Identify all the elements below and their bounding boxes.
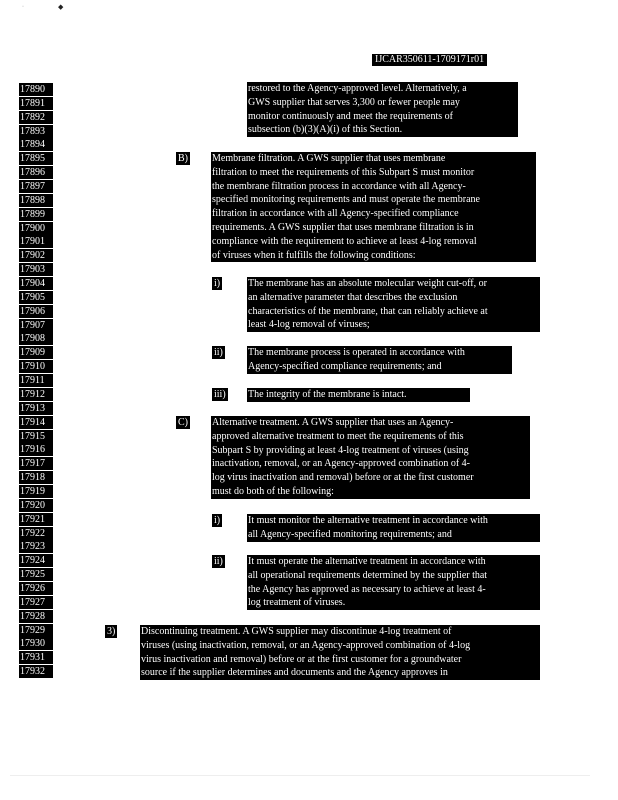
text-line: the Agency has approved as necessary to achieve at least 4- — [248, 583, 486, 595]
text-line: source if the supplier determines and documents and the Agency approves in — [141, 667, 448, 679]
block-B-iii — [247, 388, 470, 402]
line-number: 17895 — [19, 152, 53, 165]
text-line: of viruses when it fulfills the following conditions: — [212, 249, 416, 261]
text-line: specified monitoring requirements and must operate the membrane — [212, 194, 480, 206]
line-number: 17897 — [19, 180, 53, 193]
text-line: compliance with the requirement to achieve at least 4-log removal — [212, 235, 477, 247]
line-number: 17927 — [19, 596, 53, 609]
text-line: filtration to meet the requirements of this Subpart S must monitor — [212, 166, 475, 178]
text-line: requirements. A GWS supplier that uses membrane filtration is in — [212, 221, 474, 233]
line-number: 17912 — [19, 388, 53, 401]
line-number: 17922 — [19, 527, 53, 540]
text-line: an alternative parameter that describes the exclusion — [248, 291, 458, 303]
line-number: 17894 — [19, 138, 53, 151]
line-number: 17908 — [19, 332, 53, 345]
text-line: the membrane filtration process in accordance with all Agency- — [212, 180, 466, 192]
block-B-membrane-filtration — [211, 152, 536, 262]
line-number: 17890 — [19, 83, 53, 96]
text-line: all operational requirements determined by the supplier that — [248, 569, 488, 581]
line-number: 17892 — [19, 111, 53, 124]
text-line: approved alternative treatment to meet the requirements of this — [212, 430, 464, 442]
line-number: 17904 — [19, 277, 53, 290]
block-C-alternative-treatment — [211, 416, 530, 499]
text-line: The integrity of the membrane is intact. — [248, 389, 407, 400]
marker-3: 3) — [107, 626, 116, 637]
text-line: Subpart S by providing at least 4-log treatment of viruses (using — [212, 444, 469, 456]
text-line: Discontinuing treatment. A GWS supplier may discontinue 4-log treatment of — [141, 626, 452, 637]
text-line: It must operate the alternative treatment in accordance with — [248, 556, 486, 567]
line-number: 17903 — [19, 263, 53, 276]
text-line: filtration in accordance with all Agency-specified compliance — [212, 208, 459, 220]
block-B-ii — [247, 346, 512, 374]
line-number: 17905 — [19, 291, 53, 304]
text-line: GWS supplier that serves 3,300 or fewer people may — [248, 96, 460, 108]
text-line: It must monitor the alternative treatment in accordance with — [248, 515, 488, 526]
line-number: 17902 — [19, 249, 53, 262]
line-number: 17909 — [19, 346, 53, 359]
line-number: 17899 — [19, 208, 53, 221]
marker-B-ii: ii) — [214, 347, 223, 358]
block-C-ii — [247, 555, 540, 610]
block-intro — [247, 82, 518, 137]
line-number: 17931 — [19, 651, 53, 664]
text-line: virus inactivation and removal) before or at the first customer for a groundwater — [141, 653, 462, 665]
line-number: 17913 — [19, 402, 53, 415]
text-line: all Agency-specified monitoring requirements; and — [248, 528, 452, 540]
line-number: 17920 — [19, 499, 53, 512]
line-number: 17925 — [19, 568, 53, 581]
text-line: log virus inactivation and removal) before or at the first customer — [212, 472, 474, 484]
text-line: characteristics of the membrane, that can reliably achieve at — [248, 305, 488, 317]
text-line: Alternative treatment. A GWS supplier that uses an Agency- — [212, 417, 454, 428]
line-number: 17930 — [19, 637, 53, 650]
line-number: 17906 — [19, 305, 53, 318]
text-line: subsection (b)(3)(A)(i) of this Section. — [248, 124, 403, 136]
line-number: 17898 — [19, 194, 53, 207]
marker-B: B) — [178, 153, 188, 164]
marker-C-i: i) — [214, 515, 221, 526]
page-bottom-rule — [10, 775, 590, 776]
marker-C-ii: ii) — [214, 556, 223, 567]
line-number: 17928 — [19, 610, 53, 623]
line-number: 17932 — [19, 665, 53, 678]
line-number: 17910 — [19, 360, 53, 373]
block-3-discontinuing-treatment — [140, 625, 540, 680]
line-number: 17915 — [19, 430, 53, 443]
text-line: monitor continuously and meet the requirements of — [248, 110, 453, 122]
line-number: 17916 — [19, 443, 53, 456]
text-line: must do both of the following: — [212, 485, 334, 497]
block-C-i — [247, 514, 540, 542]
text-line: log treatment of viruses. — [248, 597, 346, 609]
marker-C: C) — [178, 417, 188, 428]
line-number: 17907 — [19, 319, 53, 332]
line-number: 17926 — [19, 582, 53, 595]
line-number: 17914 — [19, 416, 53, 429]
line-number: 17901 — [19, 235, 53, 248]
text-line: Agency-specified compliance requirements; and — [248, 360, 442, 372]
line-number: 17924 — [19, 554, 53, 567]
line-number: 17911 — [19, 374, 53, 387]
line-number: 17929 — [19, 624, 53, 637]
document-header-id: IJCAR350611-1709171r01 — [372, 54, 487, 66]
line-number: 17921 — [19, 513, 53, 526]
text-line: inactivation, removal, or an Agency-approved combination of 4- — [212, 458, 470, 470]
line-number: 17900 — [19, 222, 53, 235]
line-number: 17893 — [19, 125, 53, 138]
marker-B-iii: iii) — [214, 389, 226, 400]
line-number: 17917 — [19, 457, 53, 470]
text-line: The membrane process is operated in accordance with — [248, 347, 465, 358]
marker-B-i: i) — [214, 278, 221, 289]
line-number: 17891 — [19, 97, 53, 110]
text-line: The membrane has an absolute molecular weight cut-off, or — [248, 278, 487, 289]
line-number: 17896 — [19, 166, 53, 179]
text-line: viruses (using inactivation, removal, or an Agency-approved combination of 4-log — [141, 639, 471, 651]
text-line: least 4-log removal of viruses; — [248, 319, 370, 331]
text-line: restored to the Agency-approved level. Alternatively, a — [248, 83, 467, 94]
line-number: 17919 — [19, 485, 53, 498]
block-B-i — [247, 277, 540, 332]
line-number: 17918 — [19, 471, 53, 484]
text-line: Membrane filtration. A GWS supplier that uses membrane — [212, 153, 446, 164]
line-number: 17923 — [19, 540, 53, 553]
scan-specks: · ◆ — [22, 3, 64, 11]
